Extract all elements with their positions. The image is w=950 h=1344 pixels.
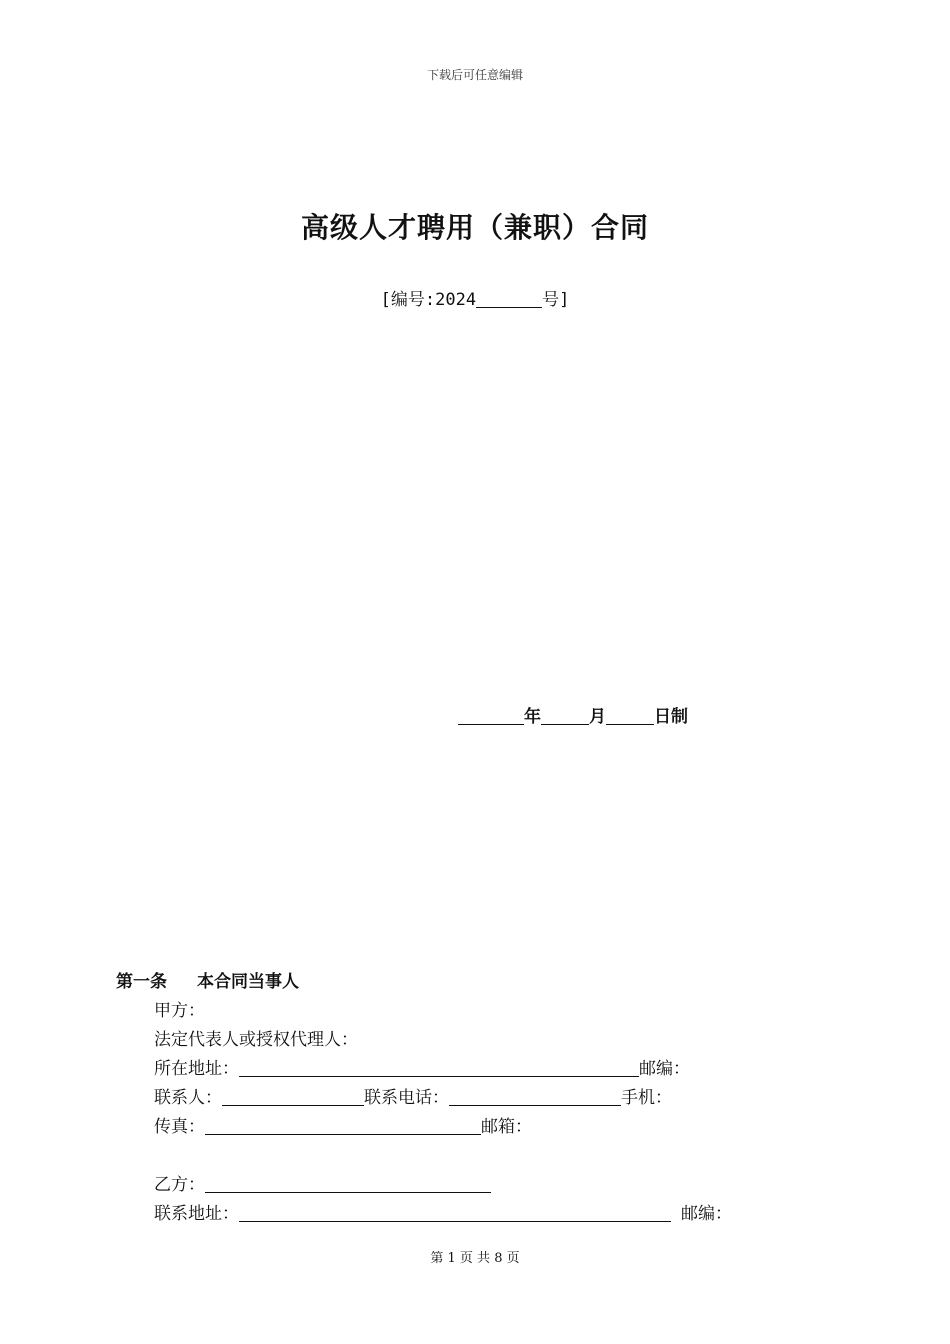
header-note: 下载后可任意编辑 [426,68,523,82]
contract-number-prefix: [编号:2024 [380,290,477,310]
contact-blank [222,1088,364,1106]
fax-blank [205,1117,481,1135]
contract-number-suffix: 号] [542,290,570,310]
party-b-line [154,1170,491,1195]
contract-number [0,285,950,310]
year-label: 年 [524,707,541,727]
page-footer: 第 1 页 共 8 页 [430,1251,520,1266]
section-heading [116,967,299,992]
fax-label: 传真： [154,1117,205,1137]
postcode-b-label: 邮编： [681,1204,732,1224]
legal-rep-label: 法定代表人或授权代理人： [154,1030,358,1050]
contact-label: 联系人： [154,1088,222,1108]
contact-address-blank [239,1204,671,1222]
postcode-label: 邮编： [639,1059,690,1079]
contract-title: 高级人才聘用（兼职）合同 [300,211,649,244]
section-number: 第一条 [116,972,167,992]
contact-address-line [154,1199,732,1224]
mobile-label: 手机： [621,1088,672,1108]
phone-label: 联系电话： [364,1088,449,1108]
address-blank [239,1059,639,1077]
fax-line [154,1112,532,1137]
party-a-label: 甲方： [154,1001,205,1021]
date-line [458,702,688,727]
day-blank [606,707,654,725]
section-title: 本合同当事人 [197,972,299,992]
contact-address-label: 联系地址： [154,1204,239,1224]
month-label: 月 [589,707,606,727]
party-a-line [154,996,205,1021]
address-line [154,1054,690,1079]
contact-line [154,1083,672,1108]
address-label: 所在地址： [154,1059,239,1079]
year-blank [458,707,524,725]
legal-rep-line [154,1025,358,1050]
day-made-label: 日制 [654,707,688,727]
phone-blank [449,1088,621,1106]
party-b-label: 乙方： [154,1175,205,1195]
month-blank [541,707,589,725]
party-b-blank [205,1175,491,1193]
contract-number-blank [476,290,542,308]
email-label: 邮箱： [481,1117,532,1137]
